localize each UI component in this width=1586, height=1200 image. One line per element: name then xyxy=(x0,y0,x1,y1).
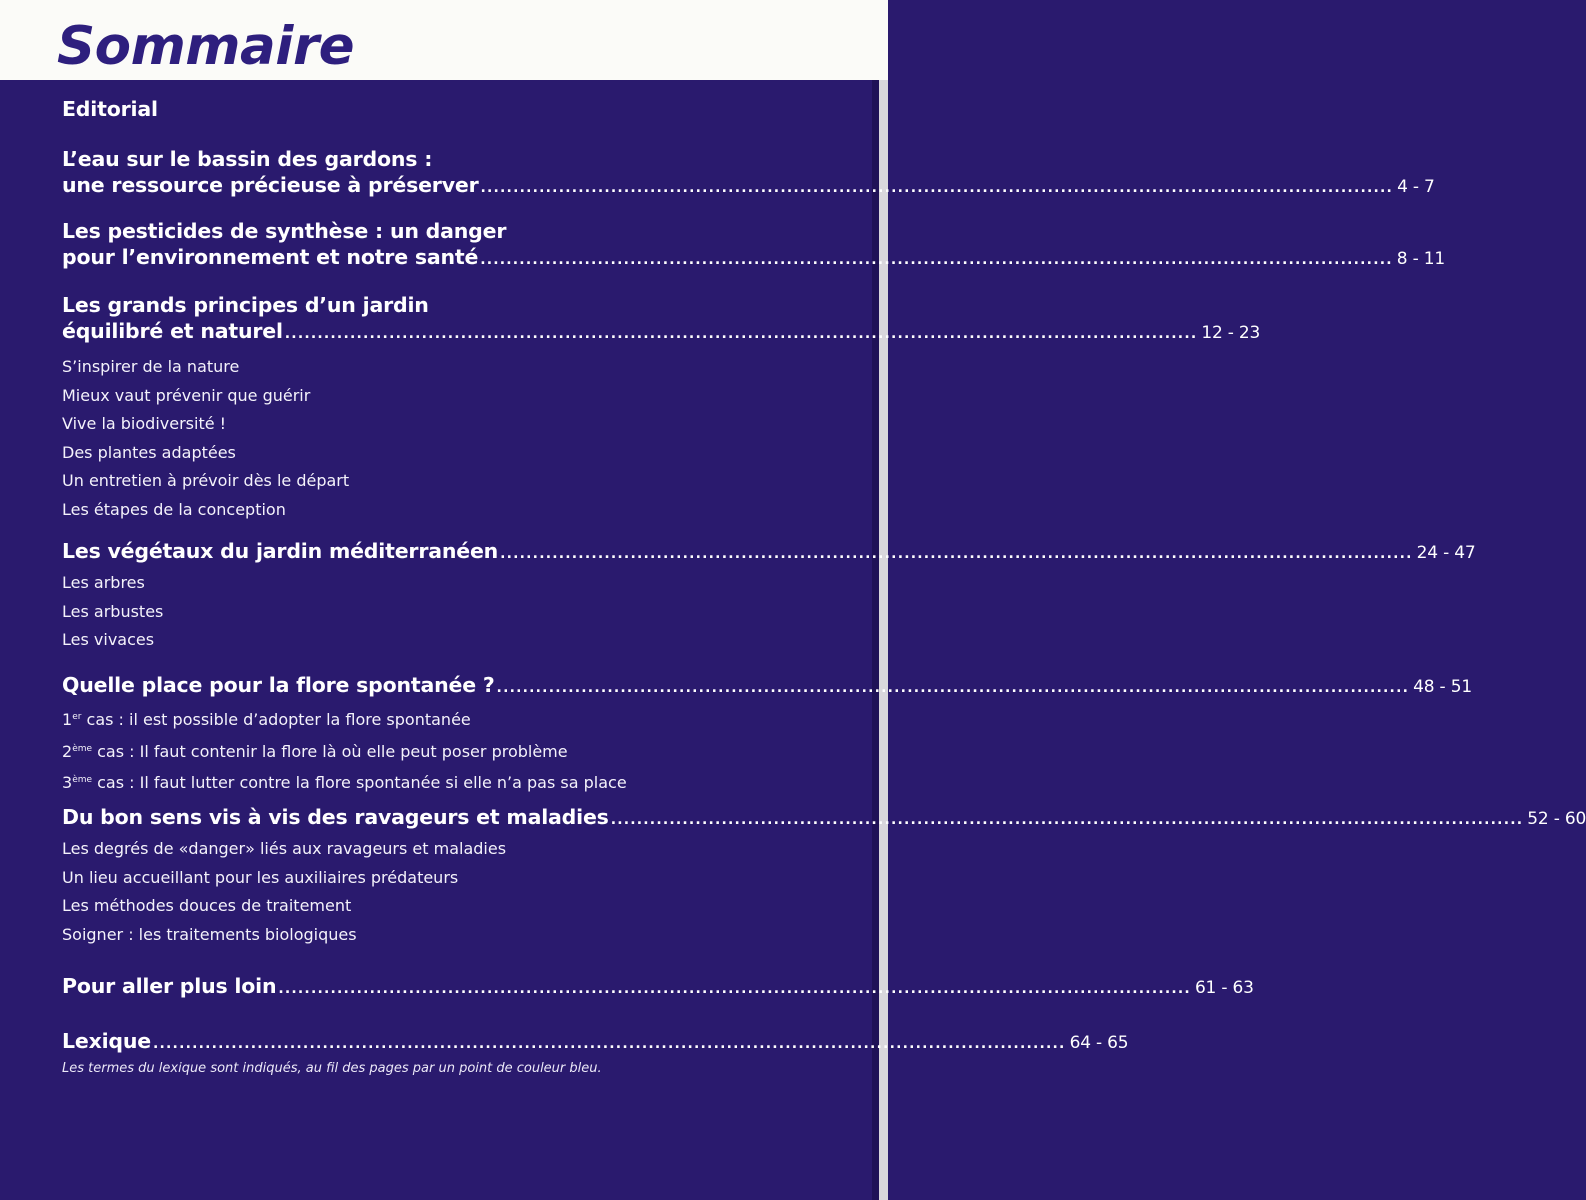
toc-section-8 xyxy=(62,1028,1129,1079)
subsection-item: Les vivaces xyxy=(62,630,155,649)
section-heading-line1: Les pesticides de synthèse : un danger xyxy=(62,219,507,243)
section-heading-row xyxy=(62,1028,1129,1057)
section-heading: Lexique xyxy=(62,1029,151,1053)
subsection-item xyxy=(62,766,792,798)
leader-dots: ............................................................................................................................................ xyxy=(153,1036,1066,1052)
section-pages: 24 - 47 xyxy=(1416,543,1476,563)
subsection-item: Vive la biodiversité ! xyxy=(62,414,227,433)
leader-dots: ............................................................................................................................................ xyxy=(496,680,1410,696)
case-number: 1 xyxy=(62,710,73,729)
section-pages: 64 - 65 xyxy=(1069,1033,1129,1053)
page-title: Sommaire xyxy=(57,16,355,77)
toc-section-1 xyxy=(62,146,1435,201)
section-heading-row xyxy=(62,538,1476,567)
section-pages: 52 - 60 xyxy=(1527,809,1586,829)
subsection-item: Un lieu accueillant pour les auxiliaires prédateurs xyxy=(62,867,459,887)
section-heading-row xyxy=(62,244,1445,273)
section-heading-row xyxy=(62,672,1472,701)
subsection-item xyxy=(62,703,792,735)
subsection-list xyxy=(62,569,792,655)
section-heading-line2: pour l’environnement et notre santé xyxy=(62,245,479,269)
section-heading-line2: une ressource précieuse à préserver xyxy=(62,173,479,197)
section-pages: 4 - 7 xyxy=(1397,177,1435,197)
section-heading-row xyxy=(62,804,1586,833)
section-heading-row xyxy=(62,973,1254,1002)
subsection-list xyxy=(62,703,792,798)
case-text: cas : Il faut contenir la flore là où elle peut poser problème xyxy=(92,741,568,761)
header-band xyxy=(0,0,888,80)
section-pages: 61 - 63 xyxy=(1194,978,1254,998)
subsection-item: Les méthodes douces de traitement xyxy=(62,896,352,915)
subsection-item: Les degrés de «danger» liés aux ravageurs et maladies xyxy=(62,839,507,858)
toc-section-6 xyxy=(62,804,1586,949)
case-number: 3 xyxy=(62,773,73,792)
leader-dots: ............................................................................................................................................ xyxy=(500,546,1413,562)
leader-dots: ............................................................................................................................................ xyxy=(278,981,1191,997)
section-heading-row xyxy=(62,172,1435,201)
subsection-item xyxy=(62,735,792,767)
section-heading: Pour aller plus loin xyxy=(62,974,277,998)
section-heading: Les végétaux du jardin méditerranéen xyxy=(62,539,499,563)
subsection-item: Mieux vaut prévenir que guérir xyxy=(62,385,311,405)
case-ordinal: ème xyxy=(72,743,93,754)
subsection-item: Des plantes adaptées xyxy=(62,442,236,462)
section-heading-line1: Les grands principes d’un jardin xyxy=(62,293,429,317)
leader-dots: ............................................................................................................................................ xyxy=(284,326,1198,342)
subsection-item: Un entretien à prévoir dès le départ xyxy=(62,471,350,490)
case-ordinal: ème xyxy=(72,775,93,785)
leader-dots: ............................................................................................................................................ xyxy=(610,812,1524,828)
subsection-item: Les arbres xyxy=(62,573,145,592)
section-heading-row xyxy=(62,318,1261,347)
lexicon-note: Les termes du lexique sont indiqués, au fil des pages par un point de couleur bleu. xyxy=(62,1061,602,1076)
section-heading: Du bon sens vis à vis des ravageurs et maladies xyxy=(62,805,609,829)
section-heading-line2: équilibré et naturel xyxy=(62,319,283,343)
subsection-list xyxy=(62,353,792,524)
toc-section-5 xyxy=(62,672,1472,798)
subsection-list xyxy=(62,835,792,949)
toc-section-3 xyxy=(62,292,1261,524)
leader-dots: ............................................................................................................................................ xyxy=(480,180,1394,196)
section-pages: 48 - 51 xyxy=(1413,677,1472,697)
case-ordinal: er xyxy=(72,712,82,722)
case-number: 2 xyxy=(62,741,73,761)
toc-section-4 xyxy=(62,538,1476,655)
leader-dots: ............................................................................................................................................ xyxy=(480,252,1393,268)
section-pages: 12 - 23 xyxy=(1201,323,1261,343)
case-text: cas : Il faut lutter contre la flore spontanée si elle n’a pas sa place xyxy=(92,773,627,792)
section-heading: Quelle place pour la flore spontanée ? xyxy=(62,673,495,697)
section-pages: 8 - 11 xyxy=(1396,249,1445,269)
toc-section-2 xyxy=(62,218,1445,273)
case-text: cas : il est possible d’adopter la flore spontanée xyxy=(81,710,471,729)
subsection-item: Les arbustes xyxy=(62,601,164,621)
toc-section-7 xyxy=(62,973,1254,1002)
section-heading-line1: L’eau sur le bassin des gardons : xyxy=(62,147,433,171)
subsection-item: Soigner : les traitements biologiques xyxy=(62,924,357,944)
subsection-item: S’inspirer de la nature xyxy=(62,357,240,376)
subsection-item: Les étapes de la conception xyxy=(62,499,286,519)
toc-editorial: Editorial xyxy=(62,97,158,121)
